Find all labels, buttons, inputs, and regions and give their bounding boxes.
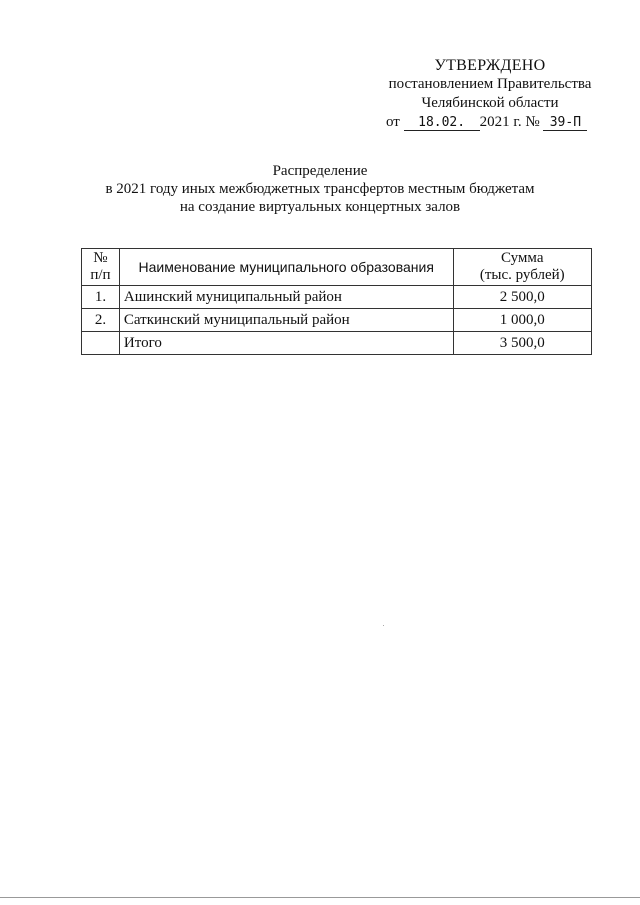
row-number: [82, 332, 120, 355]
document-title: [60, 162, 580, 216]
row-number: 1.: [82, 286, 120, 309]
table-total-row: [82, 332, 592, 355]
approval-date-line: [370, 113, 610, 132]
row-name: Саткинский муниципальный район: [119, 309, 453, 332]
header-number-line-1: №: [93, 250, 108, 266]
total-label: Итого: [119, 332, 453, 355]
approval-heading: УТВЕРЖДЕНО: [434, 57, 546, 74]
header-sum-line-2: (тыс. рублей): [479, 267, 565, 283]
title-line-3: на создание виртуальных концертных залов: [179, 199, 461, 215]
header-number: [82, 249, 120, 286]
row-sum: 1 000,0: [453, 309, 592, 332]
approval-number: 39-П: [543, 115, 587, 131]
from-prefix: от: [386, 114, 400, 130]
scan-edge-line: [0, 897, 640, 898]
title-line-2: в 2021 году иных межбюджетных трансфертов местным бюджетам: [105, 181, 535, 197]
approval-year-text: 2021 г. №: [479, 114, 540, 130]
row-name: Ашинский муниципальный район: [119, 286, 453, 309]
approval-line-2: Челябинской области: [421, 95, 559, 111]
header-sum-line-1: Сумма: [501, 250, 544, 266]
distribution-table: [81, 248, 592, 355]
header-sum: [453, 249, 592, 286]
header-number-line-2: п/п: [90, 267, 111, 283]
total-sum: 3 500,0: [453, 332, 592, 355]
row-sum: 2 500,0: [453, 286, 592, 309]
header-name: Наименование муниципального образования: [119, 249, 453, 286]
approval-stamp: [370, 56, 610, 132]
approval-date: 18.02.: [404, 115, 480, 131]
table-row: [82, 309, 592, 332]
scan-speck: [383, 625, 384, 626]
row-number: 2.: [82, 309, 120, 332]
table-row: [82, 286, 592, 309]
title-line-1: Распределение: [272, 163, 368, 179]
table-header-row: [82, 249, 592, 286]
approval-line-1: постановлением Правительства: [388, 76, 592, 92]
